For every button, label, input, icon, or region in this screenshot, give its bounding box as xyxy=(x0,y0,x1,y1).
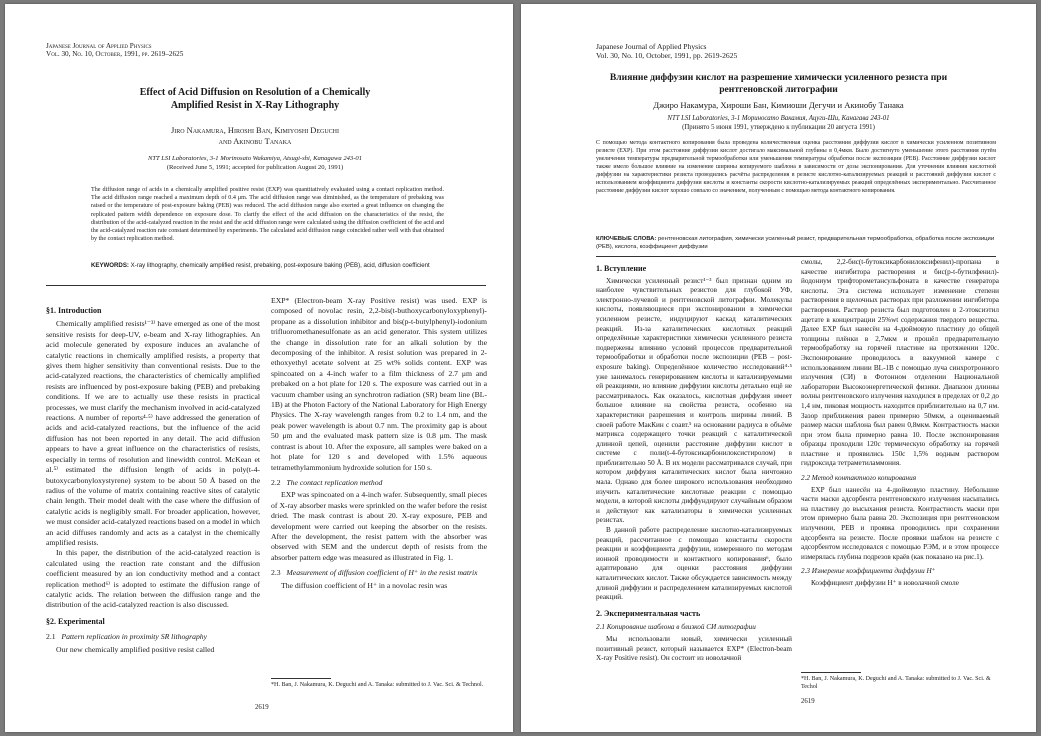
paper-title-line1: Effect of Acid Diffusion on Resolution of a Chemically xyxy=(139,87,371,98)
section-rule xyxy=(46,285,486,286)
experimental-paragraph-3: EXP был нанесён на 4-дюймовую пластину. Небольшие части маски адсорбента рентгеновского излучения насыпались на пластину до высыхания резиста. Контрастность маски при этом примерно была равна 20. Экспозиция при рентгеновском излучении, PEB и проявка проводились при сохранении адсорбента на резисте. После проявки шаблон на резисте с адсорбентом исследовался с помощью РЭМ, и в этом процессе измерялась глубина подрезов краёв (как показано на рис.1). xyxy=(801,485,999,561)
subsection-number: 2.1 xyxy=(46,632,56,642)
subsection-2-3-heading xyxy=(271,568,487,578)
authors-line2: and Akinobu Tanaka xyxy=(218,137,292,146)
footnote: *H. Ban, J. Nakamura, K. Deguchi and A. Tanaka: submitted to J. Vac. Sci. & Techol xyxy=(801,676,991,690)
journal-name: Japanese Journal of Applied Physics xyxy=(596,42,707,51)
section-1-heading: 1. Вступление xyxy=(596,264,647,273)
experimental-paragraph-4: The diffusion coefficient of H⁺ in a novolac resin was xyxy=(281,580,448,590)
authors-line1: Jiro Nakamura, Hiroshi Ban, Kimiyoshi Deguchi xyxy=(170,126,340,135)
right-column xyxy=(801,258,999,589)
abstract: С помощью метода контактного копирования была проведена количественная оценка расстояния диффузии кислот в химически усиленном позитивном резисте (EXP). При этом расстояние диффузии кислот достигало максимальной глубины в 0,4мкм. Было достигнуто уменьшение этого расстояния путём увеличения температуры предварительной термообработки или уменьшения температуры обработки после экспозиции (PEB). Расстояние диффузии кислот также имело большое влияние на изменение ширины копируемого шаблона в зависимости от дозы экспонирования. Для уточнения влияния кислотной диффузии на характеристики резиста проводились расчёты распределения в резисте кислотно-катализируемых реакций и расстояний диффузии кислот с использованием коэффициента диффузии кислоты и константы скорости кислотно-катализируемых реакций определённых экспериментально. Рассчитанное расстояние диффузии кислот хорошо совпало со значением, полученным с помощью метода контактного копирования. xyxy=(596,140,996,194)
experimental-paragraph-1: Мы использовали новый, химически усиленный позитивный резист, который называется EXP* (Electron-beam X-ray Positive resist). Он состоит из новолачной xyxy=(596,634,792,663)
authors: Джиро Накамура, Хироши Бан, Кимиоши Дегучи и Акинобу Танака xyxy=(653,100,904,110)
experimental-paragraph-4: Коэффициент диффузии H⁺ в новолачной смоле xyxy=(811,579,959,587)
footnote-rule xyxy=(271,678,331,679)
affiliation: NTT LSI Laboratories, 3-1 Мориносато Вакамия, Ацуги-Ши, Канагава 243-01 xyxy=(667,115,890,122)
page-number: 2619 xyxy=(801,698,815,705)
right-column xyxy=(271,296,487,591)
subsection-2-3-heading xyxy=(801,567,999,577)
paper-title-line1: Влияние диффузии кислот на разрешение химически усиленного резиста при xyxy=(609,72,948,83)
footnote-rule xyxy=(801,672,861,673)
footnote: *H. Ban, J. Nakamura, K. Deguchi and A. Tanaka: submitted to J. Vac. Sci. & Technol. xyxy=(271,682,484,688)
subsection-title: Measurement of diffusion coefficient of H⁺ in the resist matrix xyxy=(286,568,478,578)
intro-paragraph-2: In this paper, the distribution of the acid-catalyzed reaction is calculated using the reaction rate constant and the diffusion coefficient measured by an ion conductivity method and a contact replication method⁶⁾ is adopted to estimate the diffusion range of catalytic acids. The relation between the diffusion range and the distribution of the acid-catalyzed reaction is also discussed. xyxy=(46,548,260,610)
received-date: (Received June 5, 1991; accepted for publication August 20, 1991) xyxy=(166,164,344,171)
subsection-title: 2.1 Копирование шаблона в близкой СИ литографии xyxy=(596,623,756,632)
journal-volume: Vol. 30, No. 10, October, 1991, pp. 2619-2625 xyxy=(596,51,738,60)
paper-title-line2: рентгеновской литографии xyxy=(719,84,838,95)
page-number: 2619 xyxy=(255,704,269,711)
subsection-title: 2.3 Измерение коэффициента диффузии H⁺ xyxy=(801,567,936,576)
keywords-label: КЛЮЧЕВЫЕ СЛОВА: xyxy=(596,236,657,242)
journal-volume: Vol. 30, No. 10, October, 1991, pp. 2619–2625 xyxy=(46,50,184,58)
left-column xyxy=(46,300,260,655)
journal-name: Japanese Journal of Applied Physics xyxy=(46,42,152,50)
experimental-paragraph-1: Our new chemically amplified positive resist called xyxy=(56,644,215,654)
keywords-text: X-ray lithography, chemically amplified resist, prebaking, post-exposure baking (PEB), acid, diffusion coefficient xyxy=(130,262,430,269)
affiliation: NTT LSI Laboratories, 3-1 Morinosato Wakamiya, Atsugi-shi, Kanagawa 243-01 xyxy=(147,155,362,162)
subsection-2-1-heading xyxy=(596,623,792,633)
experimental-paragraph-2: смолы, 2,2-бис(t-бутоксикарбонилоксифенил)-пропана в качестве ингибитора растворения и бис(p-t-бутилфенил)-йодониум трифторометансульфоната в качестве генератора кислоты. Эта система использует изменение степени растворения в щелочных растворах при разложении ингибитора растворения. Раствор резиста был подготовлен в 2-этоксиэтил ацетате в концентрации 25%wt содержания твердого вещества. Далее EXP был нанесён на 4-дюймовую пластину до общей толщины плёнки в 2,7мкм и прошёл предварительную термообработку на горячей пластине на протяжении 120с. Экспонирование проводилось в вакуумной камере с использованием линии BL-1B с помощью луча синхротронного излучения (СИ) в Фотонном отделении Национальной лаборатории Высокоэнергетической физики. Диапазон длинны волны рентгеновского излучения находился в пределах от 0,2 до 1,4 нм, пиковая мощность находится приблизительно на 0,7 нм. Зазор приближения равен примерно 50мкм, а оцениваемый размер маски шаблона был равен 0,8мкм. Контрастность маски при этом была примерно равна 10. После экспонирования образцы проходили 120с термическую обработку на горячей пластине и проявились 150с 1,5% водным раствором гидроксида тетраметиламмония. xyxy=(801,258,999,468)
subsection-title: 2.2 Метод контактного копирования xyxy=(801,474,917,483)
subsection-2-2-heading xyxy=(801,474,999,484)
subsection-number: 2.2 xyxy=(271,477,281,487)
abstract: The diffusion range of acids in a chemically amplified positive resist (EXP) was quantitatively evaluated using a contact replication method. The acid diffusion range reached a maximum depth of 0.4 μm. The acid diffusion range was diminished, as the temperature of prebaking was raised or the temperature of post-exposure baking (PEB) was reduced. The acid diffusion range also exerted a great influence on changing the replicated pattern width dependence on exposure dose. To clarify the effect of the acid diffusion on the characteristics of the resist, the distribution of the acid-catalyzed reaction in the resist and the acid diffusion range were calculated using the diffusion coefficient of the acid and the acid-catalyzed reaction rate constant determined by experiments. The calculated acid diffusion range coincided rather well with that obtained by the contact replication method. xyxy=(91,187,444,243)
keywords-label: KEYWORDS: xyxy=(91,262,129,269)
section-1-heading: §1. Introduction xyxy=(46,306,102,315)
keywords-text: рентгеновская литография, химически усиленный резист, предварительная термообработка, обработка после экспозиции (PEB), кислота, коэффициент диффузии xyxy=(596,236,995,250)
left-column xyxy=(596,258,792,664)
subsection-2-1-heading xyxy=(46,632,260,642)
russian-page xyxy=(521,4,1036,732)
english-page xyxy=(5,4,513,732)
subsection-number: 2.3 xyxy=(271,568,281,578)
experimental-paragraph-3: EXP was spincoated on a 4-inch wafer. Subsequently, small pieces of X-ray absorber masks were sprinkled on the wafer before the resist dried. The mask contrast is about 20. X-ray exposure, PEB and development were carried out keeping the absorber on the resists. After the development, the resist pattern with the absorber was observed with SEM and the undercut depth of resists from the absorber pattern edge was measured as illustrated in Fig. 1. xyxy=(271,490,487,562)
subsection-2-2-heading xyxy=(271,478,487,488)
subsection-title: The contact replication method xyxy=(286,477,383,487)
section-rule xyxy=(596,256,996,257)
intro-paragraph-1: Chemically amplified resists¹⁻³⁾ have emerged as one of the most sensitive resists for deep-UV, e-beam and X-ray lithographies. An acid molecule generated by exposure induces an avalanche of catalytic reactions in chemically amplified resists, a property that gives them higher sensitivity than conventional resists. Due to the acid-catalyzed reactions, the characteristics of chemically amplified resists are influenced by post-exposure baking (PEB) and prebaking conditions. If we are to actually use these resists in practical processes, we must clarify the mechanism involved in acid-catalyzed reactions. A number of reports⁴·⁵⁾ have addressed the generation of acids and acid-catalyzed reactions, but the influence of the acid diffusion has not been reported in any detail. The acid diffusion appears to have a great influence on the characteristics of resists, especially in terms of resolution and linewidth control. McKean et al.⁵⁾ estimated the diffusion length of acids in poly(t-4-butoxycarbonyloxystyrene) system to be about 50 Å based on the radius of the volume of matrix containing reactive sites of catalytic chain length. Their model dealt with the case where the diffusion of catalytic acids is negligibly small. For broader application, however, we must consider acid-catalyzed reactions based on a model in which an acid diffuses randomly and acts as a catalyst in the chemically amplified resists. xyxy=(46,319,260,547)
intro-paragraph-1: Химически усиленный резист¹⁻³ был признан одним из наиболее чувствительных резистов для глубокой УФ, электронно-лучевой и рентгеновской литографии. Молекулы кислоты, появляющиеся при экспонировании в химически усиленном резисте, индуцируют каскад каталитических реакций. Из-за каталитических кислотных реакций определённые характеристики химически усиленного резиста подвержены влиянию условий процессов предварительной термообработки и обработки после экспозиции (PEB – post-exposure baking). Определённое количество исследований⁴·⁵ уже занималось генерированием кислоты и катализируемыми ей реакциями, но влияние диффузии кислоты детально ещё не рассматривалось. Как оказалось, кислотная диффузия имеет большое влияние на свойства резиста, особенно на характеристики разрешения и контроль ширины линий. В своей работе МакКин с соавт.⁵ на основании радиуса в объёме матрикса содержащего точки реакций с каталитической длинной цепей, оценили расстояние диффузии кислот в системе с поли(t-4-бутоксикарбонилоксистиролом) в приблизительно 50 Å. В их модели рассматривался случай, при котором диффузия каталитических кислот была ничтожно мала. Однако для более широкого использования необходимо изучить каталитические кислотные реакции с помощью модели, в которой кислоты диффундируют случайным образом и действуют как катализаторы в химически усиленных резистах. xyxy=(596,276,792,525)
subsection-title: Pattern replication in proximity SR lithography xyxy=(61,632,208,642)
intro-paragraph-2: В данной работе распределение кислотно-катализируемых реакций, рассчитанное с помощью константы скорости реакции и коэффициента диффузии, измеренного по методам ионной проводимости и контактного копирования⁶, было адаптировано для оценки расстояния диффузии каталитических кислот. Также обсуждается зависимость между длиной диффузии и распределением катализируемых кислотой реакций. xyxy=(596,526,792,602)
paper-title-line2: Amplified Resist in X-Ray Lithography xyxy=(170,100,340,111)
keywords xyxy=(596,235,996,251)
section-2-heading: 2. Экспериментальная часть xyxy=(596,608,701,618)
keywords xyxy=(91,262,444,270)
section-2-heading: §2. Experimental xyxy=(46,616,105,626)
received-date: (Принято 5 июня 1991, утверждено к публикации 20 августа 1991) xyxy=(682,124,875,131)
experimental-paragraph-2: EXP* (Electron-beam X-ray Positive resist) was used. EXP is composed of novolac resin, 2,2-bis(t-buthoxycarbonyloxyphenyl)-propane as a dissolution inhibitor and bis(p-t-butylphenyl)-iodonium trifluoromethanesulfonate as an acid generator. This system utilizes the change in dissolution rate for an alkali solution by the decomposing of the inhibitor. A resist solution was prepared in 2-ethoxyethyl acetate solvent at 25 wt% solids content. EXP was spincoated on a 4-inch wafer to a film thickness of 2.7 μm and prebaked on a hot plate for 120 s. The exposure was carried out in a vacuum chamber using an synchrotron radiation (SR) beam line (BL-1B) at the Photon Factory of the National Laboratory for High Energy Physics. The X-ray wavelength ranges from 0.2 to 1.4 nm, and the peak power wavelength is about 0.7 nm. The proximity gap is about 50 μm and the evaluated mask pattern size is 0.8 μm. The mask contrast is about 10. After the exposure, all samples were baked on a hot plate for 120 s and developed with 1.5% aqueous tetramethylammonium hydroxide solution for 150 s. xyxy=(271,296,487,472)
